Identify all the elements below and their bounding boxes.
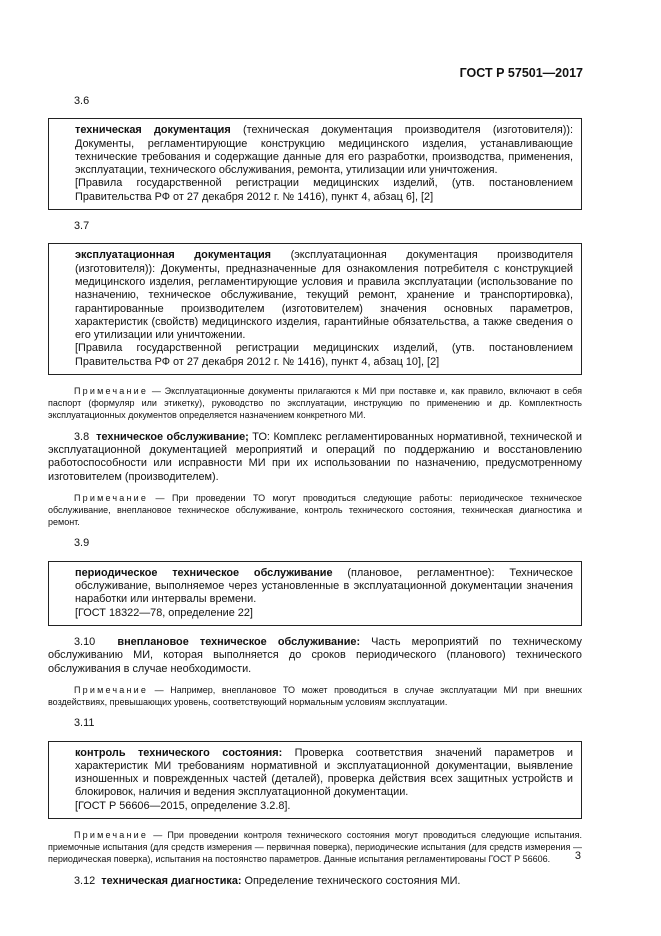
definition-body: Проверка соответствия значений параметров и характеристик МИ требованиям нормативной и эксплуатационной документации, выявление изношенных и поврежденных частей (деталей), проверка действия всех защитных устройств и блокировок, наличия и ведения эксплуатационной документации. [75, 746, 573, 799]
section-number: 3.8 [74, 430, 90, 443]
note [48, 385, 582, 422]
page-number: 3 [574, 850, 581, 862]
definition-body: Определение технического состояния МИ. [241, 874, 461, 887]
term: техническая диагностика: [101, 874, 242, 887]
note-text: — При проведении контроля технического состояния могут проводиться следующие испытания. приемочные испытания (для средств измерения — первичная поверка), периодические испытания (для средств измерения — периодическая поверка), испытания на постоянство параметров. Данные испытания регламентированы ГОСТ Р 56606. [48, 830, 582, 865]
section-number: 3.12 [74, 874, 96, 887]
section-number: 3.10 [74, 635, 96, 648]
note-label: Примечание [74, 684, 149, 695]
term-entry [48, 636, 582, 676]
note [48, 829, 582, 866]
definition-box [48, 243, 582, 375]
section-number: 3.11 [74, 717, 95, 730]
section-number: 3.6 [74, 95, 90, 107]
definition-body: (плановое, регламентное): Техническое обслуживание, выполняемое через установленные в эксплуатационной документации значения наработки или интервалы времени. [75, 566, 573, 606]
definition-text [75, 249, 573, 342]
note-text: — При проведении ТО могут проводиться следующие работы: периодическое техническое обслуживание, внеплановое техническое обслуживание, контроль технического состояния, техническая диагностика и ремонт. [48, 492, 582, 528]
note-text: — Эксплуатационные документы прилагаются к МИ при поставке и, как правило, включают в себя паспорт (формуляр или этикетку), руководство по эксплуатации, инструкцию по применению и др. Комплектность эксплуатационных документов определяется назначением конкретного МИ. [48, 386, 582, 421]
definition-source: [ГОСТ Р 56606—2015, определение 3.2.8]. [75, 799, 291, 812]
note-text: — Например, внеплановое ТО может проводиться в случае эксплуатации МИ при внешних воздействиях, превышающих уровень, соответствующий нормальным условиям эксплуатации. [48, 684, 582, 708]
term: техническое обслуживание; [96, 430, 249, 443]
definition-body: (эксплуатационная документация производителя (изготовителя)): Документы, предназначенные для ознакомления потребителя с конструкцией медицинского изделия, регламентирующие условия и правила эксплуатации (использование по назначению, техническое обслуживание, текущий ремонт, хранение и транспортировка), гарантированные производителем (изготовителем) значения основных параметров, характеристик (свойств) медицинского изделия, гарантийные обязательства, а также сведения о его утилизации или уничтожении. [75, 249, 573, 342]
definition-body: ТО: Комплекс регламентированных нормативной, технической и эксплуатационной документацией мероприятий и операций по поддержанию и восстановлению работоспособности или исправности МИ при их использовании по назначению, предусмотренному изготовителем (производителем). [48, 430, 582, 483]
document-code: ГОСТ Р 57501—2017 [459, 66, 583, 80]
definition-box [48, 741, 582, 819]
definition-source: [Правила государственной регистрации медицинских изделий, (утв. постановлением Правительства РФ от 27 декабря 2012 г. № 1416), пункт 4, абзац 6], [2] [75, 177, 573, 203]
note [48, 492, 582, 529]
note-label: Примечание [74, 830, 149, 841]
section-number: 3.9 [74, 537, 90, 550]
term: периодическое техническое обслуживание [75, 566, 333, 579]
term: техническая документация [75, 124, 231, 137]
term-entry [48, 875, 582, 888]
definition-body: (техническая документация производителя (изготовителя)): Документы, регламентирующие конструкцию медицинского изделия, устанавливающие технические требования и содержащие данные для его разработки, производства, применения, эксплуатации, технического обслуживания, ремонта, утилизации или уничтожения. [75, 124, 574, 177]
definition-box [48, 561, 582, 626]
definition-box [48, 118, 582, 210]
term: контроль технического состояния: [75, 746, 283, 759]
note-label: Примечание [74, 492, 149, 503]
definition-source: [Правила государственной регистрации медицинских изделий, (утв. постановлением Правительства РФ от 27 декабря 2012 г. № 1416), пункт 4, абзац 10], [2] [75, 342, 573, 368]
term: эксплуатационная документация [75, 249, 272, 262]
term: внеплановое техническое обслуживание: [117, 635, 361, 648]
note [48, 684, 582, 708]
definition-body: Часть мероприятий по техническому обслуживанию МИ, которая выполняется до сроков периодического (планового) технического обслуживания в случае необходимости. [48, 635, 582, 675]
definition-text [75, 124, 573, 177]
document-body [48, 95, 582, 896]
term-entry [48, 431, 582, 484]
definition-text [75, 747, 573, 800]
definition-text [75, 567, 573, 607]
definition-source: [ГОСТ 18322—78, определение 22] [75, 606, 253, 619]
section-number: 3.7 [74, 220, 90, 233]
note-label: Примечание [74, 386, 149, 397]
